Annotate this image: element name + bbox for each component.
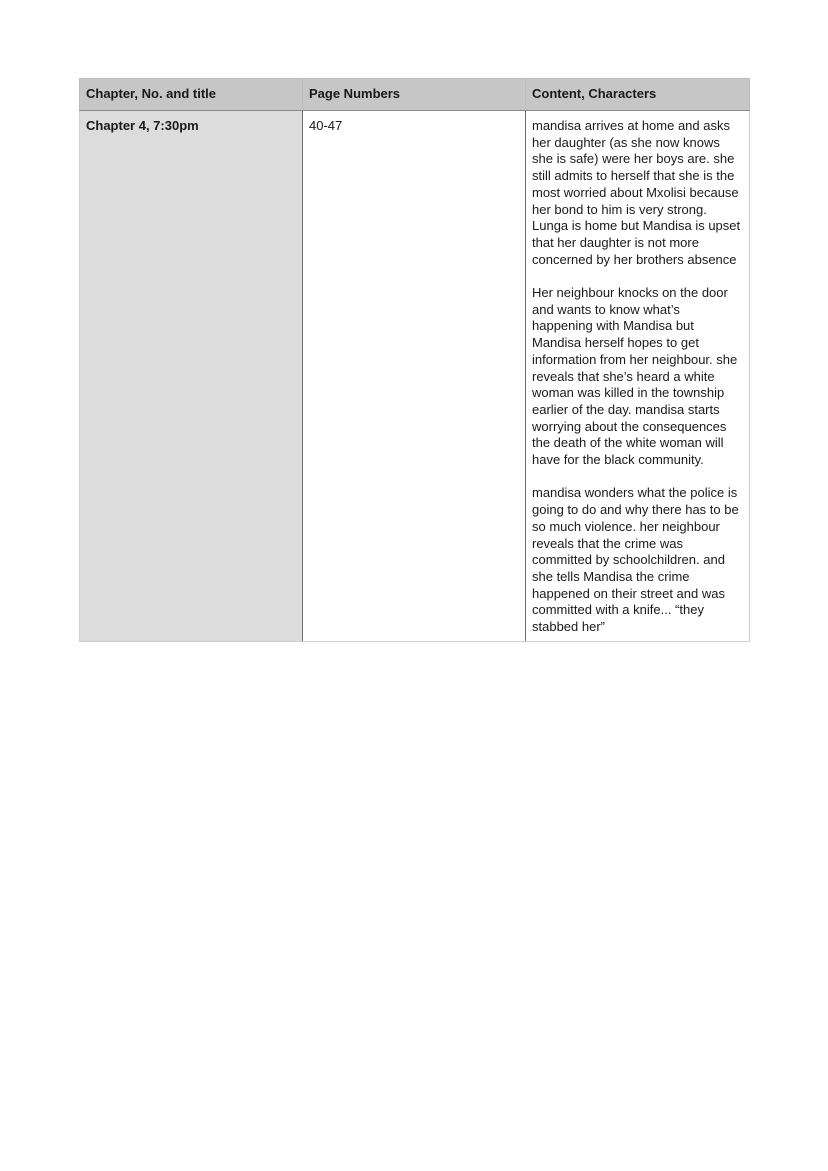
header-page-numbers: Page Numbers xyxy=(303,79,526,111)
header-content: Content, Characters xyxy=(526,79,750,111)
chapter-cell: Chapter 4, 7:30pm xyxy=(80,111,303,642)
table-row xyxy=(80,111,750,642)
chapter-summary-table xyxy=(79,78,750,642)
content-cell xyxy=(526,111,750,642)
table-header-row xyxy=(80,79,750,111)
page-numbers-cell: 40-47 xyxy=(303,111,526,642)
content-paragraph: mandisa wonders what the police is going to do and why there has to be so much violence. her neighbour reveals that the crime was committed by schoolchildren. and she tells Mandisa the crime happened on their street and was committed with a knife... “they stabbed her” xyxy=(532,485,739,635)
content-paragraph: mandisa arrives at home and asks her daughter (as she now knows she is safe) were her boys are. she still admits to herself that she is the most worried about Mxolisi because her bond to him is very strong. Lunga is home but Mandisa is upset that her daughter is not more concerned by her brothers absence xyxy=(532,118,741,267)
header-chapter: Chapter, No. and title xyxy=(80,79,303,111)
content-paragraph: Her neighbour knocks on the door and wants to know what’s happening with Mandisa but Mandisa herself hopes to get information from her neighbour. she reveals that she’s heard a white woman was killed in the township earlier of the day. mandisa starts worrying about the consequences the death of the white woman will have for the black community. xyxy=(532,285,738,468)
